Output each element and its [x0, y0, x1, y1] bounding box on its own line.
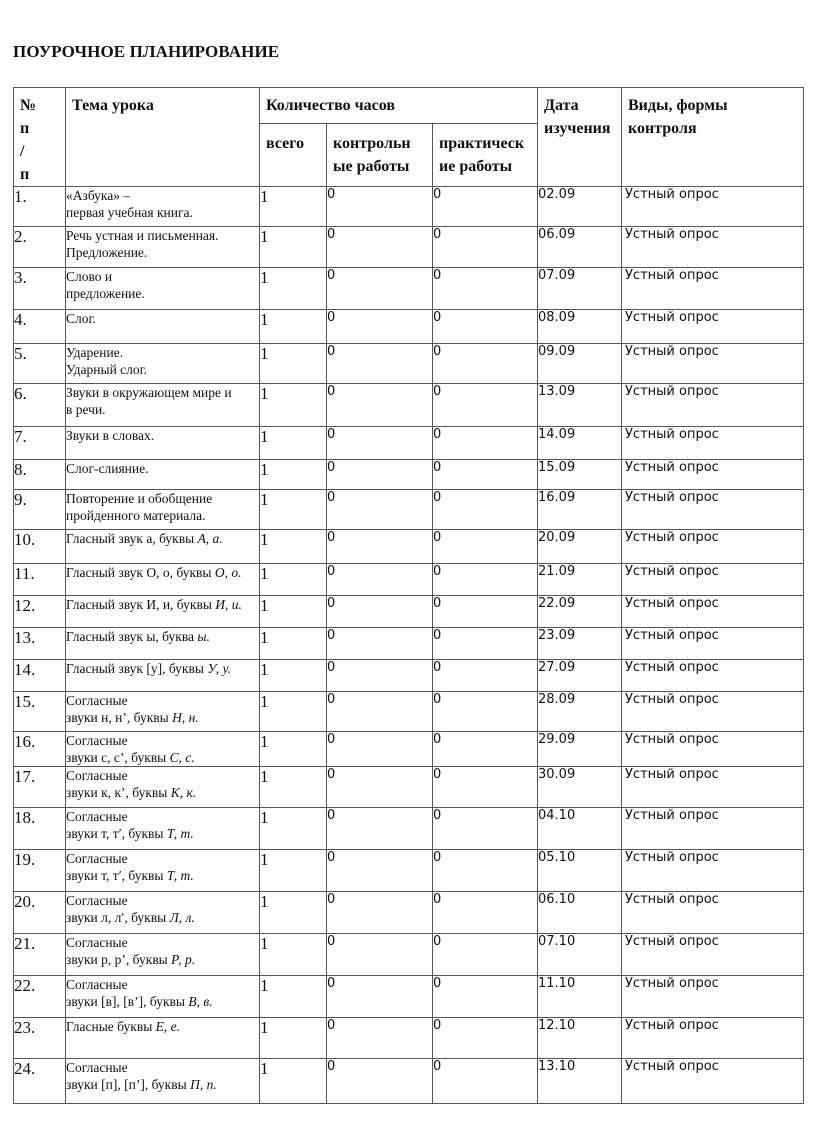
- cell-control-form: Устный опрос: [622, 1059, 804, 1104]
- topic-line: Звуки в окружающем мире и: [66, 385, 232, 400]
- cell-hours-total: 1: [260, 976, 327, 1018]
- topic-line: Согласные: [66, 893, 128, 908]
- header-number: [14, 88, 66, 187]
- table-row: [14, 934, 804, 976]
- cell-hours-practical: 0: [433, 628, 538, 660]
- topic-line: Согласные: [66, 768, 128, 783]
- topic-line: Согласные: [66, 693, 128, 708]
- topic-line: Повторение и обобщение: [66, 491, 213, 506]
- cell-topic: [66, 490, 260, 530]
- cell-topic: [66, 976, 260, 1018]
- cell-hours-control: 0: [327, 268, 433, 310]
- cell-date: 23.09: [538, 628, 622, 660]
- header-hours-control: [327, 124, 433, 187]
- cell-hours-practical: 0: [433, 490, 538, 530]
- cell-date: 21.09: [538, 564, 622, 596]
- cell-number: 13.: [14, 628, 66, 660]
- topic-line: Слово и: [66, 269, 113, 284]
- cell-hours-total: 1: [260, 808, 327, 850]
- cell-hours-control: 0: [327, 892, 433, 934]
- cell-hours-total: 1: [260, 268, 327, 310]
- header-hours-group-label: Количество часов: [266, 97, 395, 114]
- cell-control-form: Устный опрос: [622, 530, 804, 564]
- table-row: [14, 596, 804, 628]
- cell-hours-total: 1: [260, 934, 327, 976]
- cell-control-form: Устный опрос: [622, 310, 804, 344]
- topic-text: звуки л, л′, буквы: [66, 910, 170, 925]
- cell-hours-control: 0: [327, 692, 433, 732]
- cell-date: 22.09: [538, 596, 622, 628]
- cell-hours-control: 0: [327, 850, 433, 892]
- topic-text: Гласный звук [у], буквы: [66, 661, 208, 676]
- cell-number: 1.: [14, 187, 66, 227]
- cell-hours-practical: 0: [433, 460, 538, 490]
- cell-control-form: Устный опрос: [622, 187, 804, 227]
- topic-letters: С, с.: [169, 750, 195, 765]
- cell-number: 10.: [14, 530, 66, 564]
- cell-hours-practical: 0: [433, 892, 538, 934]
- cell-hours-practical: 0: [433, 427, 538, 460]
- table-row: [14, 268, 804, 310]
- cell-date: 04.10: [538, 808, 622, 850]
- cell-topic: [66, 767, 260, 808]
- cell-control-form: Устный опрос: [622, 384, 804, 427]
- cell-topic: [66, 1018, 260, 1059]
- cell-hours-practical: 0: [433, 596, 538, 628]
- table-row: [14, 808, 804, 850]
- cell-control-form: Устный опрос: [622, 268, 804, 310]
- cell-number: 2.: [14, 227, 66, 268]
- cell-hours-control: 0: [327, 732, 433, 767]
- cell-number: 23.: [14, 1018, 66, 1059]
- cell-hours-practical: 0: [433, 976, 538, 1018]
- cell-date: 15.09: [538, 460, 622, 490]
- cell-hours-total: 1: [260, 460, 327, 490]
- header-hours-practical: [433, 124, 538, 187]
- cell-control-form: Устный опрос: [622, 564, 804, 596]
- cell-hours-total: 1: [260, 596, 327, 628]
- topic-line: Звуки в словах.: [66, 428, 155, 443]
- cell-hours-total: 1: [260, 310, 327, 344]
- header-date-line: Дата: [544, 97, 579, 114]
- cell-control-form: Устный опрос: [622, 934, 804, 976]
- cell-hours-total: 1: [260, 732, 327, 767]
- cell-hours-total: 1: [260, 490, 327, 530]
- topic-line: Согласные: [66, 733, 128, 748]
- topic-text: звуки н, н’, буквы: [66, 710, 173, 725]
- cell-topic: [66, 227, 260, 268]
- topic-line: [66, 867, 259, 884]
- table-row: [14, 460, 804, 490]
- cell-number: 18.: [14, 808, 66, 850]
- topic-letters: К, к.: [170, 785, 197, 800]
- topic-letters: А, а.: [197, 531, 223, 546]
- cell-hours-control: 0: [327, 344, 433, 384]
- cell-date: 13.10: [538, 1059, 622, 1104]
- cell-hours-total: 1: [260, 227, 327, 268]
- topic-line: Ударение.: [66, 345, 124, 360]
- cell-number: 8.: [14, 460, 66, 490]
- cell-number: 17.: [14, 767, 66, 808]
- cell-hours-control: 0: [327, 530, 433, 564]
- table-row: [14, 692, 804, 732]
- topic-text: звуки с, с’, буквы: [66, 750, 170, 765]
- header-number-line: /: [20, 143, 25, 160]
- cell-topic: [66, 1059, 260, 1104]
- cell-hours-practical: 0: [433, 227, 538, 268]
- cell-hours-control: 0: [327, 767, 433, 808]
- topic-line: Согласные: [66, 851, 128, 866]
- cell-control-form: Устный опрос: [622, 1018, 804, 1059]
- cell-date: 06.09: [538, 227, 622, 268]
- cell-hours-practical: 0: [433, 1059, 538, 1104]
- cell-hours-control: 0: [327, 187, 433, 227]
- cell-number: 11.: [14, 564, 66, 596]
- cell-date: 08.09: [538, 310, 622, 344]
- cell-topic: [66, 850, 260, 892]
- cell-number: 12.: [14, 596, 66, 628]
- cell-date: 30.09: [538, 767, 622, 808]
- lesson-plan-table: [13, 87, 804, 1104]
- topic-line: [66, 709, 259, 726]
- topic-line: в речи.: [66, 402, 106, 417]
- cell-hours-total: 1: [260, 344, 327, 384]
- topic-line: [66, 909, 259, 926]
- cell-hours-practical: 0: [433, 530, 538, 564]
- cell-date: 05.10: [538, 850, 622, 892]
- cell-date: 12.10: [538, 1018, 622, 1059]
- cell-hours-total: 1: [260, 892, 327, 934]
- cell-topic: [66, 596, 260, 628]
- cell-topic: [66, 344, 260, 384]
- table-row: [14, 1059, 804, 1104]
- cell-number: 16.: [14, 732, 66, 767]
- header-date-line: изучения: [544, 120, 611, 137]
- cell-control-form: Устный опрос: [622, 892, 804, 934]
- cell-hours-total: 1: [260, 187, 327, 227]
- topic-text: звуки т, т′, буквы: [66, 826, 167, 841]
- cell-number: 5.: [14, 344, 66, 384]
- topic-line: Согласные: [66, 809, 128, 824]
- topic-line: пройденного материала.: [66, 508, 206, 523]
- table-row: [14, 850, 804, 892]
- topic-line: [66, 660, 259, 677]
- topic-letters: П, п.: [190, 1077, 217, 1092]
- cell-hours-total: 1: [260, 692, 327, 732]
- cell-date: 20.09: [538, 530, 622, 564]
- cell-control-form: Устный опрос: [622, 344, 804, 384]
- topic-text: звуки [в], [в’], буквы: [66, 994, 189, 1009]
- header-topic-label: Тема урока: [72, 97, 154, 114]
- header-hours-total: [260, 124, 327, 187]
- topic-letters: У, у.: [207, 661, 231, 676]
- table-row: [14, 227, 804, 268]
- cell-hours-control: 0: [327, 490, 433, 530]
- cell-topic: [66, 187, 260, 227]
- cell-hours-practical: 0: [433, 1018, 538, 1059]
- cell-control-form: Устный опрос: [622, 692, 804, 732]
- topic-text: Гласный звук ы, буква: [66, 629, 198, 644]
- header-control-forms-line: контроля: [628, 120, 697, 137]
- topic-text: Гласный звук О, о, буквы: [66, 565, 215, 580]
- cell-topic: [66, 530, 260, 564]
- cell-number: 24.: [14, 1059, 66, 1104]
- topic-line: [66, 564, 259, 581]
- cell-hours-practical: 0: [433, 310, 538, 344]
- cell-number: 15.: [14, 692, 66, 732]
- cell-topic: [66, 268, 260, 310]
- cell-hours-control: 0: [327, 660, 433, 692]
- topic-text: звуки к, к’, буквы: [66, 785, 171, 800]
- cell-control-form: Устный опрос: [622, 460, 804, 490]
- cell-number: 9.: [14, 490, 66, 530]
- topic-letters: И, и.: [215, 597, 242, 612]
- cell-date: 28.09: [538, 692, 622, 732]
- topic-line: [66, 951, 259, 968]
- table-row: [14, 490, 804, 530]
- cell-hours-control: 0: [327, 976, 433, 1018]
- cell-topic: [66, 892, 260, 934]
- cell-control-form: Устный опрос: [622, 628, 804, 660]
- topic-line: Речь устная и письменная.: [66, 228, 219, 243]
- cell-control-form: Устный опрос: [622, 596, 804, 628]
- header-hours-control-line: контрольн: [333, 135, 411, 153]
- topic-text: звуки т, т′, буквы: [66, 868, 167, 883]
- cell-number: 6.: [14, 384, 66, 427]
- cell-date: 07.09: [538, 268, 622, 310]
- cell-topic: [66, 310, 260, 344]
- cell-number: 4.: [14, 310, 66, 344]
- table-row: [14, 892, 804, 934]
- topic-letters: О, о.: [214, 565, 242, 580]
- cell-hours-total: 1: [260, 850, 327, 892]
- cell-hours-practical: 0: [433, 187, 538, 227]
- cell-date: 11.10: [538, 976, 622, 1018]
- cell-date: 09.09: [538, 344, 622, 384]
- table-row: [14, 628, 804, 660]
- cell-hours-practical: 0: [433, 808, 538, 850]
- cell-hours-practical: 0: [433, 934, 538, 976]
- cell-control-form: Устный опрос: [622, 427, 804, 460]
- topic-line: [66, 596, 259, 613]
- table-row: [14, 384, 804, 427]
- cell-date: 29.09: [538, 732, 622, 767]
- header-number-line: п: [20, 166, 30, 183]
- topic-letters: Т, т.: [166, 868, 194, 883]
- table-row: [14, 767, 804, 808]
- cell-topic: [66, 427, 260, 460]
- topic-line: Согласные: [66, 1060, 128, 1075]
- topic-letters: Л, л.: [169, 910, 195, 925]
- cell-control-form: Устный опрос: [622, 227, 804, 268]
- table-row: [14, 976, 804, 1018]
- cell-date: 07.10: [538, 934, 622, 976]
- cell-hours-practical: 0: [433, 850, 538, 892]
- topic-line: [66, 993, 259, 1010]
- cell-hours-control: 0: [327, 564, 433, 596]
- cell-topic: [66, 692, 260, 732]
- cell-number: 20.: [14, 892, 66, 934]
- cell-hours-practical: 0: [433, 767, 538, 808]
- topic-line: [66, 825, 259, 842]
- cell-control-form: Устный опрос: [622, 808, 804, 850]
- cell-date: 16.09: [538, 490, 622, 530]
- cell-hours-control: 0: [327, 460, 433, 490]
- topic-line: Согласные: [66, 977, 128, 992]
- topic-line: [66, 784, 259, 801]
- topic-line: Предложение.: [66, 245, 148, 260]
- cell-topic: [66, 808, 260, 850]
- topic-letters: В, в.: [188, 994, 213, 1009]
- table-row: [14, 530, 804, 564]
- cell-hours-control: 0: [327, 934, 433, 976]
- header-hours-control-line: ые работы: [333, 158, 410, 176]
- topic-line: Ударный слог.: [66, 362, 148, 377]
- header-hours-practical-line: ие работы: [439, 158, 513, 176]
- cell-date: 06.10: [538, 892, 622, 934]
- cell-hours-control: 0: [327, 310, 433, 344]
- cell-topic: [66, 660, 260, 692]
- cell-date: 02.09: [538, 187, 622, 227]
- cell-hours-control: 0: [327, 596, 433, 628]
- topic-line: Согласные: [66, 935, 128, 950]
- cell-topic: [66, 384, 260, 427]
- cell-hours-practical: 0: [433, 660, 538, 692]
- cell-hours-control: 0: [327, 384, 433, 427]
- cell-hours-practical: 0: [433, 692, 538, 732]
- cell-hours-practical: 0: [433, 732, 538, 767]
- table-row: [14, 564, 804, 596]
- header-hours-total-label: всего: [266, 135, 305, 153]
- cell-date: 27.09: [538, 660, 622, 692]
- header-control-forms: [622, 88, 804, 187]
- cell-hours-practical: 0: [433, 268, 538, 310]
- cell-topic: [66, 460, 260, 490]
- table-row: [14, 660, 804, 692]
- cell-hours-total: 1: [260, 564, 327, 596]
- cell-hours-total: 1: [260, 1018, 327, 1059]
- topic-line: Слог.: [66, 311, 96, 326]
- cell-date: 14.09: [538, 427, 622, 460]
- cell-hours-practical: 0: [433, 564, 538, 596]
- cell-hours-control: 0: [327, 1059, 433, 1104]
- table-body: [14, 187, 804, 1104]
- header-topic: [66, 88, 260, 187]
- cell-control-form: Устный опрос: [622, 490, 804, 530]
- cell-number: 7.: [14, 427, 66, 460]
- topic-letters: ы.: [197, 629, 210, 644]
- cell-hours-total: 1: [260, 384, 327, 427]
- header-hours-group: [260, 88, 538, 124]
- cell-number: 3.: [14, 268, 66, 310]
- topic-line: «Азбука» –: [66, 188, 131, 203]
- topic-line: [66, 530, 259, 547]
- cell-hours-control: 0: [327, 628, 433, 660]
- header-control-forms-line: Виды, формы: [628, 97, 728, 114]
- topic-text: Гласные буквы: [66, 1019, 156, 1034]
- cell-hours-practical: 0: [433, 384, 538, 427]
- document-title: ПОУРОЧНОЕ ПЛАНИРОВАНИЕ: [13, 42, 280, 61]
- cell-control-form: Устный опрос: [622, 732, 804, 767]
- table-row: [14, 427, 804, 460]
- cell-topic: [66, 732, 260, 767]
- topic-letters: Т, т.: [166, 826, 194, 841]
- cell-hours-total: 1: [260, 530, 327, 564]
- cell-hours-control: 0: [327, 227, 433, 268]
- cell-control-form: Устный опрос: [622, 660, 804, 692]
- topic-letters: Н, н.: [172, 710, 199, 725]
- cell-number: 22.: [14, 976, 66, 1018]
- cell-hours-total: 1: [260, 767, 327, 808]
- cell-number: 14.: [14, 660, 66, 692]
- table-row: [14, 732, 804, 767]
- cell-hours-control: 0: [327, 427, 433, 460]
- table-row: [14, 310, 804, 344]
- topic-line: [66, 628, 259, 645]
- cell-number: 19.: [14, 850, 66, 892]
- header-date: [538, 88, 622, 187]
- table-row: [14, 344, 804, 384]
- cell-hours-total: 1: [260, 427, 327, 460]
- topic-text: Гласный звук И, и, буквы: [66, 597, 216, 612]
- topic-text: звуки [п], [п’], буквы: [66, 1077, 191, 1092]
- topic-line: [66, 749, 259, 766]
- topic-line: первая учебная книга.: [66, 205, 193, 220]
- cell-date: 13.09: [538, 384, 622, 427]
- table-row: [14, 187, 804, 227]
- topic-letters: Р, р.: [171, 952, 196, 967]
- cell-topic: [66, 628, 260, 660]
- cell-control-form: Устный опрос: [622, 850, 804, 892]
- topic-letters: Е, е.: [155, 1019, 181, 1034]
- cell-topic: [66, 564, 260, 596]
- topic-line: [66, 1018, 259, 1035]
- cell-hours-total: 1: [260, 660, 327, 692]
- cell-topic: [66, 934, 260, 976]
- topic-line: [66, 1076, 259, 1093]
- topic-text: звуки р, р’, буквы: [66, 952, 172, 967]
- cell-number: 21.: [14, 934, 66, 976]
- cell-hours-total: 1: [260, 1059, 327, 1104]
- table-row: [14, 1018, 804, 1059]
- cell-control-form: Устный опрос: [622, 976, 804, 1018]
- topic-text: Гласный звук а, буквы: [66, 531, 198, 546]
- header-number-line: п: [20, 120, 30, 137]
- cell-hours-control: 0: [327, 808, 433, 850]
- cell-control-form: Устный опрос: [622, 767, 804, 808]
- cell-hours-practical: 0: [433, 344, 538, 384]
- cell-hours-total: 1: [260, 628, 327, 660]
- cell-hours-control: 0: [327, 1018, 433, 1059]
- topic-line: предложение.: [66, 286, 145, 301]
- header-number-line: №: [20, 97, 37, 114]
- topic-line: Слог-слияние.: [66, 461, 149, 476]
- header-hours-practical-line: практическ: [439, 135, 525, 153]
